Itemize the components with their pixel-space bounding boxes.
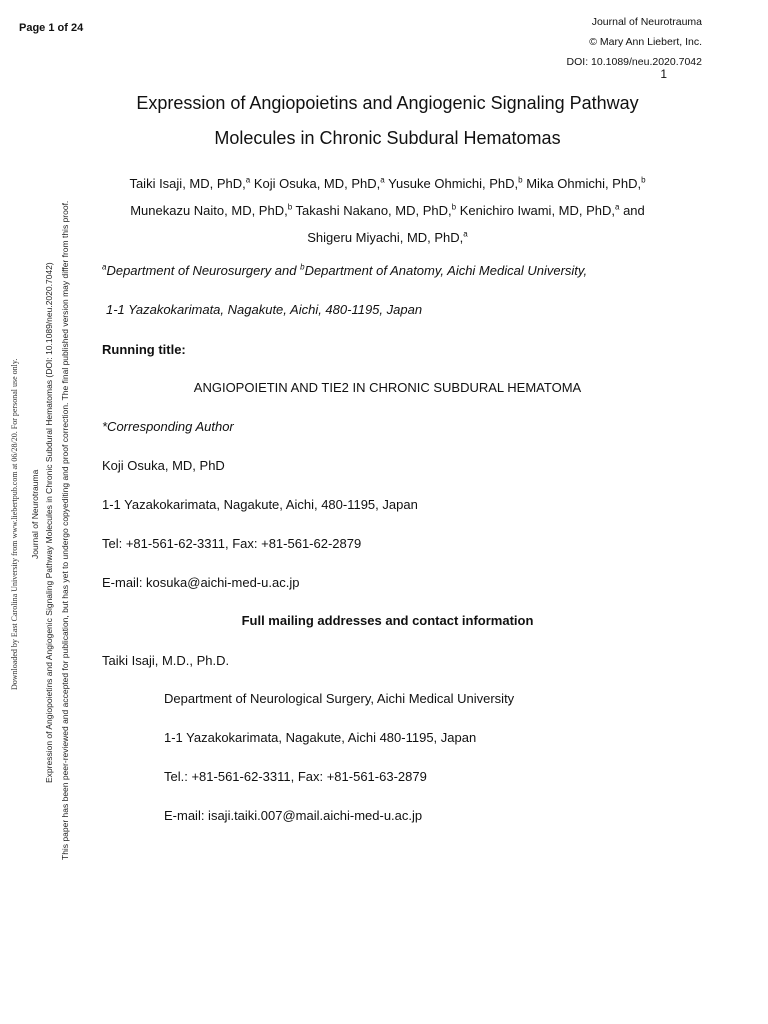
affiliation-marker: b — [641, 175, 646, 185]
affiliation-marker: a — [615, 202, 620, 212]
affiliation-marker: b — [518, 175, 523, 185]
mailing-tel-fax: Tel.: +81-561-62-3311, Fax: +81-561-63-2879 — [164, 769, 427, 784]
corresponding-tel-fax: Tel: +81-561-62-3311, Fax: +81-561-62-2879 — [102, 536, 362, 551]
author-name: Yusuke Ohmichi, PhD, — [384, 176, 519, 191]
running-title-label: Running title: — [102, 342, 186, 357]
mailing-address: 1-1 Yazakokarimata, Nagakute, Aichi 480-1195, Japan — [164, 730, 477, 745]
doi-line: DOI: 10.1089/neu.2020.7042 — [566, 56, 702, 68]
margin-download-notice: Downloaded by East Carolina University from www.liebertpub.com at 06/28/20. For personal use only. — [10, 358, 19, 690]
affiliation-address: 1-1 Yazakokarimata, Nagakute, Aichi, 480-1195, Japan — [106, 302, 423, 317]
author-name: Mika Ohmichi, PhD, — [522, 176, 642, 191]
margin-journal-name: Journal of Neurotrauma — [30, 469, 40, 559]
affiliation-dept-2: Department of Anatomy, Aichi Medical University, — [304, 263, 588, 278]
author-name: Taiki Isaji, MD, PhD, — [129, 176, 246, 191]
corresponding-email: E-mail: kosuka@aichi-med-u.ac.jp — [102, 575, 300, 590]
author-name: Koji Osuka, MD, PhD, — [250, 176, 381, 191]
author-name: Shigeru Miyachi, MD, PhD, — [307, 230, 464, 245]
article-title — [100, 86, 675, 156]
journal-header — [567, 12, 702, 72]
author-name: Munekazu Naito, MD, PhD, — [130, 203, 288, 218]
page-count-label: Page 1 of 24 — [19, 22, 84, 34]
title-line-2: Molecules in Chronic Subdural Hematomas — [214, 128, 561, 148]
corresponding-name: Koji Osuka, MD, PhD — [102, 458, 225, 473]
author-conjunction: and — [619, 203, 645, 218]
author-list — [100, 170, 675, 251]
copyright-line: © Mary Ann Liebert, Inc. — [589, 36, 702, 48]
affiliation-marker: a — [463, 229, 468, 239]
mailing-heading: Full mailing addresses and contact information — [241, 613, 534, 628]
corresponding-label: *Corresponding Author — [102, 419, 234, 434]
affiliation-marker: a — [380, 175, 385, 185]
affiliation-dept-1: Department of Neurosurgery and — [106, 263, 301, 278]
author-line-1 — [100, 170, 675, 197]
mailing-email: E-mail: isaji.taiki.007@mail.aichi-med-u.ac.jp — [164, 808, 423, 823]
author-name: Takashi Nakano, MD, PhD, — [292, 203, 452, 218]
mailing-name: Taiki Isaji, M.D., Ph.D. — [102, 653, 230, 668]
page-number: 1 — [660, 67, 667, 81]
mailing-dept: Department of Neurological Surgery, Aichi Medical University — [164, 691, 515, 706]
affiliation-marker: b — [287, 202, 293, 212]
affiliation-marker: a — [102, 262, 107, 272]
author-line-3 — [100, 224, 675, 251]
affiliation-marker: b — [451, 202, 457, 212]
affiliation-line — [102, 263, 587, 278]
title-line-1: Expression of Angiopoietins and Angiogenic Signaling Pathway — [136, 93, 639, 113]
author-line-2 — [100, 197, 675, 224]
margin-proof-notice: This paper has been peer-reviewed and accepted for publication, but has yet to undergo copyediting and proof correction. The final published version may differ from this proof. — [60, 200, 70, 860]
journal-name: Journal of Neurotrauma — [591, 16, 702, 28]
author-name: Kenichiro Iwami, MD, PhD, — [456, 203, 616, 218]
affiliation-marker: a — [245, 175, 251, 185]
affiliation-marker: b — [300, 262, 305, 272]
margin-article-title: Expression of Angiopoietins and Angiogenic Signaling Pathway Molecules in Chronic Subdural Hematomas (DOI: 10.1089/neu.2020.7042) — [44, 262, 54, 783]
running-title-text: ANGIOPOIETIN AND TIE2 IN CHRONIC SUBDURAL HEMATOMA — [193, 380, 582, 395]
corresponding-address: 1-1 Yazakokarimata, Nagakute, Aichi, 480-1195, Japan — [102, 497, 418, 512]
